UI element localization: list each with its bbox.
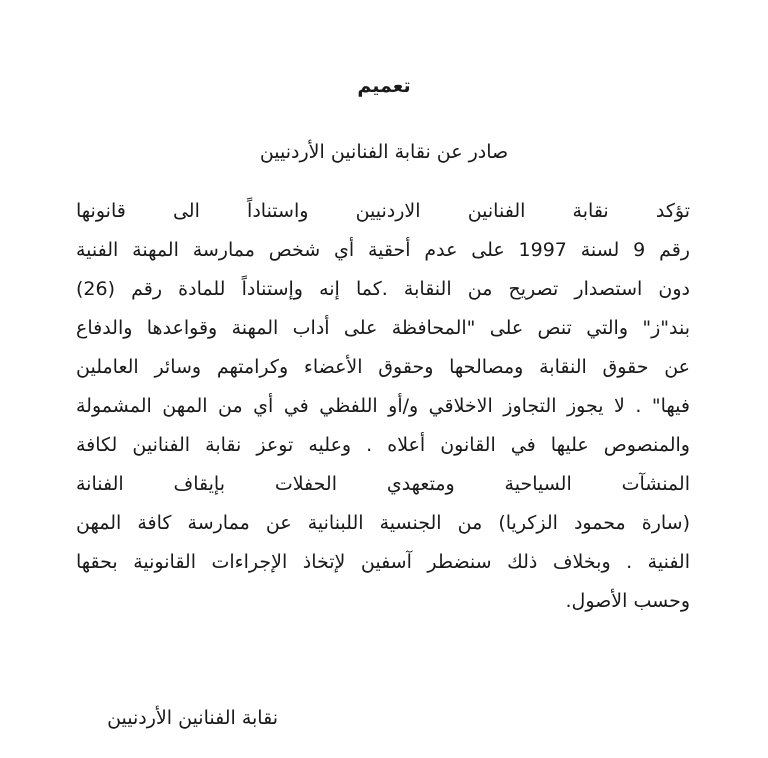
- body-line: بند"ز" والتي تنص على "المحافظة على أداب المهنة وقواعدها والدفاع: [76, 317, 690, 339]
- body-line: رقم 9 لسنة 1997 على عدم أحقية أي شخص ممارسة المهنة الفنية: [76, 239, 690, 261]
- body-line: تؤكد نقابة الفنانين الاردنيين واستناداً الى قانونها: [76, 200, 690, 222]
- body-line: دون استصدار تصريح من النقابة .كما إنه وإستناداً للمادة رقم (26): [76, 278, 690, 300]
- document-subtitle: صادر عن نقابة الفنانين الأردنيين: [259, 141, 509, 163]
- body-line: (سارة محمود الزكريا) من الجنسية اللبنانية عن ممارسة كافة المهن: [76, 512, 690, 534]
- body-line: عن حقوق النقابة ومصالحها وحقوق الأعضاء وكرامتهم وسائر العاملين: [76, 356, 690, 378]
- body-line: وحسب الأصول.: [565, 590, 690, 612]
- body-line: والمنصوص عليها في القانون أعلاه . وعليه توعز نقابة الفنانين لكافة: [76, 434, 690, 456]
- body-line: فيها" . لا يجوز التجاوز الاخلاقي و/أو اللفظي في أي من المهن المشمولة: [76, 395, 690, 417]
- document-title: تعميم: [357, 75, 411, 97]
- body-line: المنشآت السياحية ومتعهدي الحفلات بإيقاف الفنانة: [76, 473, 690, 495]
- document-body: [76, 192, 690, 621]
- signature: نقابة الفنانين الأردنيين: [107, 707, 278, 729]
- body-line: الفنية . وبخلاف ذلك سنضطر آسفين لإتخاذ الإجراءات القانونية بحقها: [76, 551, 690, 573]
